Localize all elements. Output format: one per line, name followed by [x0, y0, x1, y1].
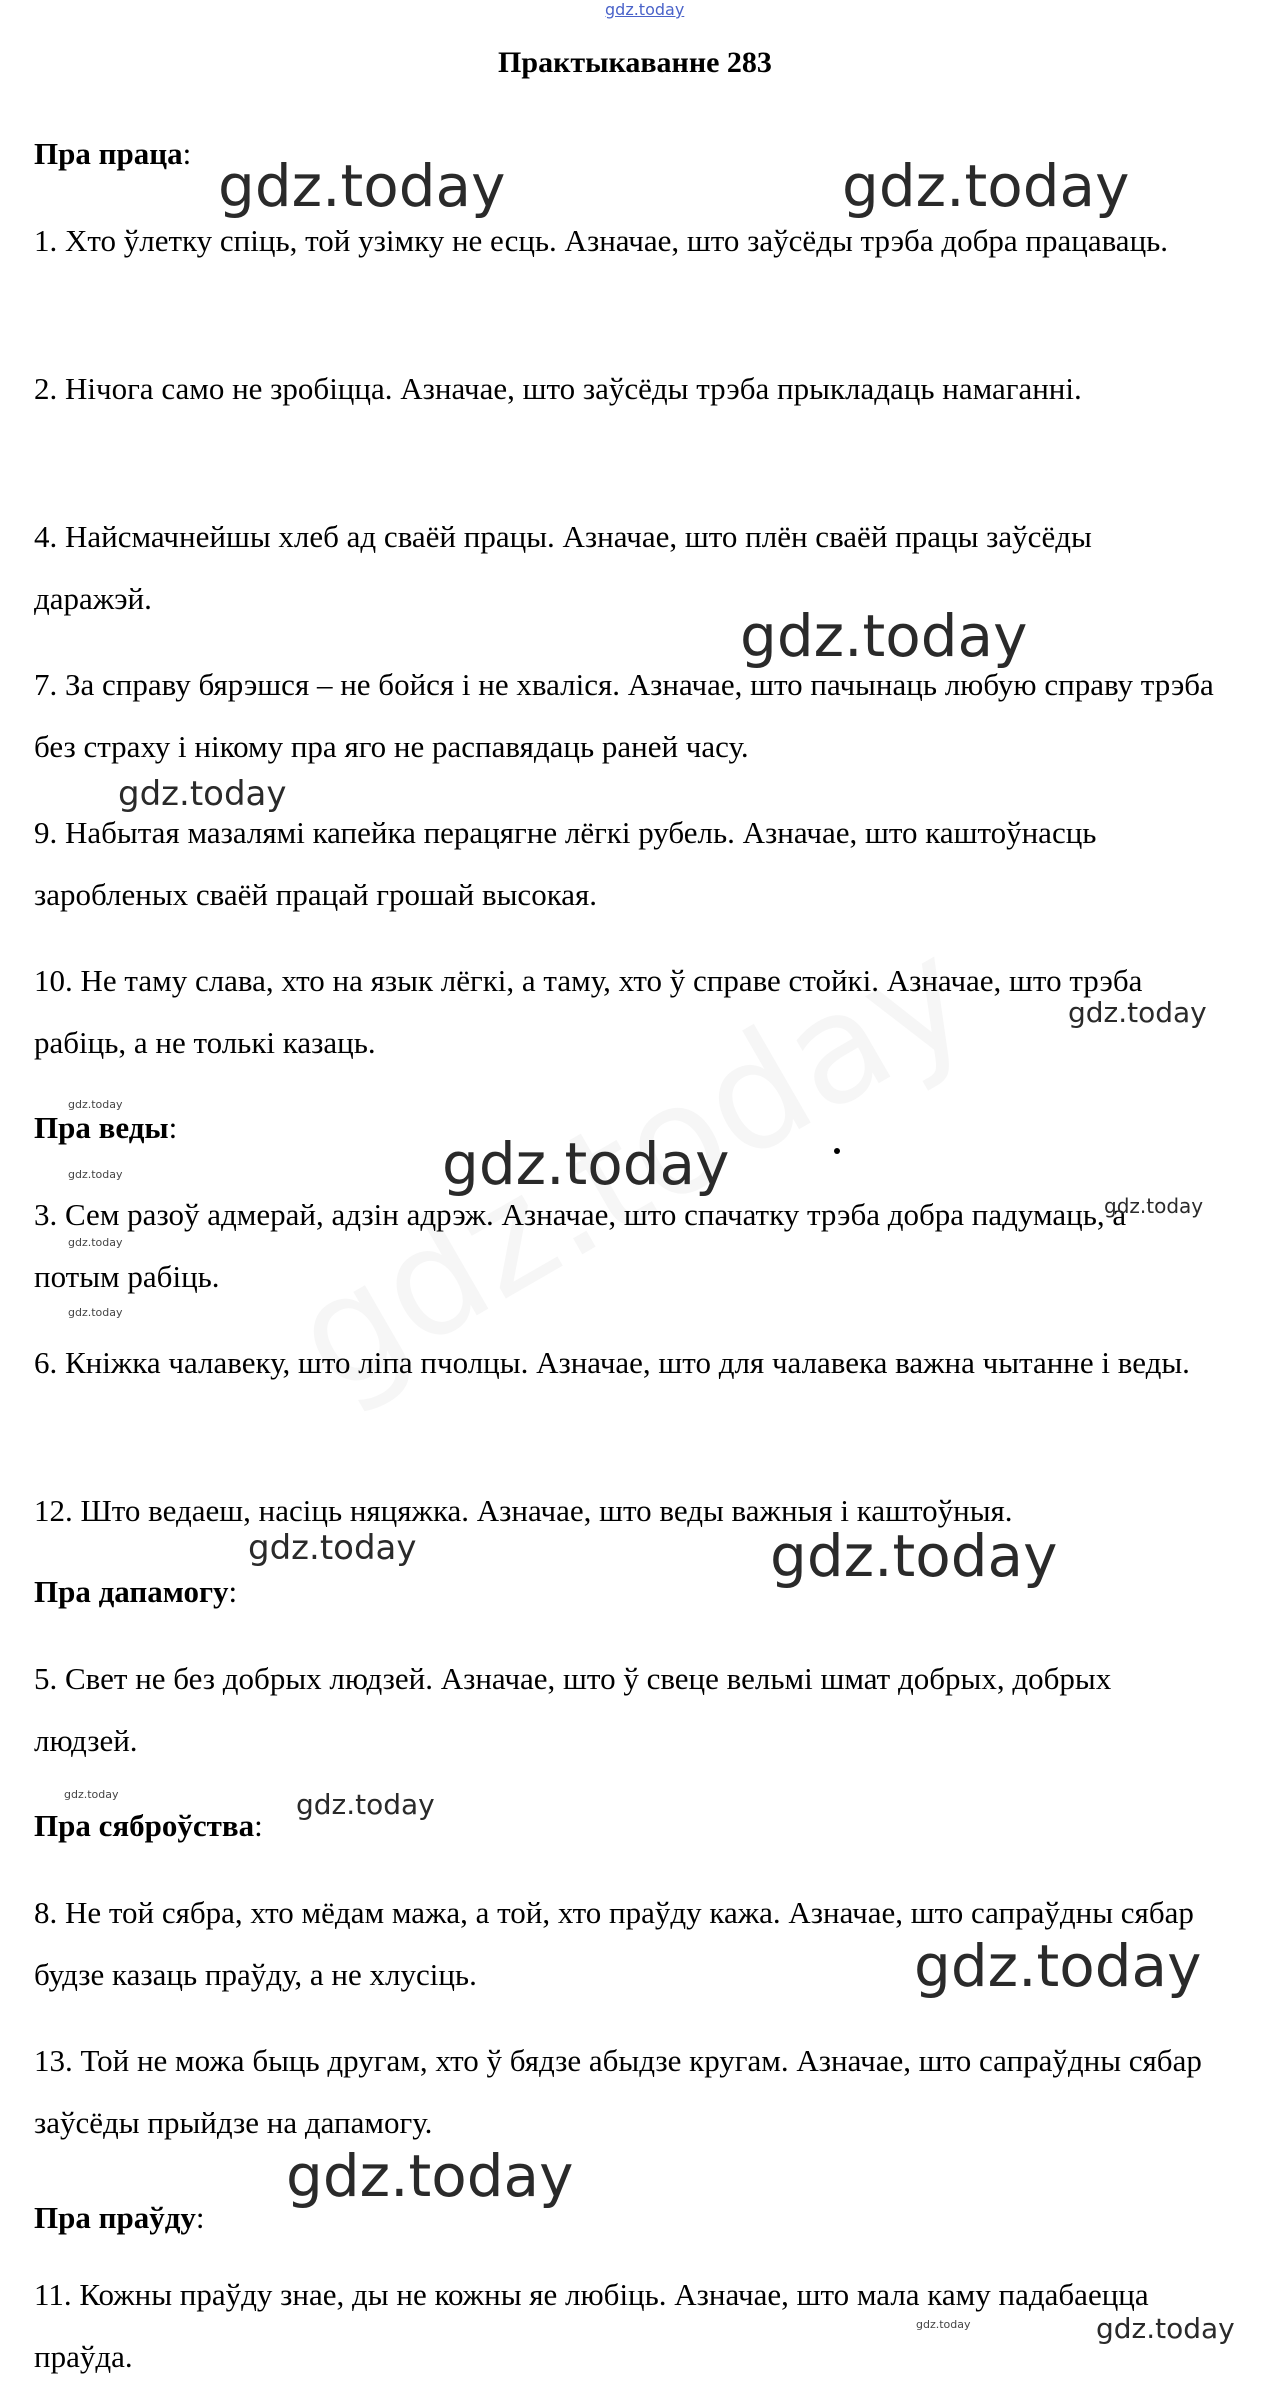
- watermark-link[interactable]: gdz.today: [605, 0, 685, 19]
- watermark-text: gdz.today: [296, 1788, 435, 1821]
- watermark-text: gdz.today: [916, 2318, 971, 2331]
- watermark-text: gdz.today: [68, 1306, 123, 1319]
- list-item: 9. Набытая мазалямі капейка перацягне лёгкі рубель. Азначае, што каштоўнасць заробленых сваёй працай грошай высокая.: [34, 815, 1097, 912]
- list-item: 13. Той не можа быць другам, хто ў бядзе абыдзе кругам. Азначае, што сапраўдны сябар заўсёды прыйдзе на дапамогу.: [34, 2043, 1202, 2140]
- watermark-text: gdz.today: [842, 152, 1130, 220]
- dot-mark: [834, 1148, 840, 1154]
- watermark-text: gdz.today: [1068, 996, 1207, 1029]
- page-title: Практыкаванне 283: [498, 46, 772, 79]
- watermark-text: gdz.today: [68, 1098, 123, 1111]
- section-heading-friendship: Пра сяброўства:: [34, 1808, 263, 1843]
- watermark-text: gdz.today: [118, 774, 287, 814]
- section-heading-truth: Пра праўду:: [34, 2200, 205, 2235]
- list-item: 12. Што ведаеш, насіць няцяжка. Азначае, што веды важныя і каштоўныя.: [34, 1493, 1013, 1528]
- watermark-text: gdz.today: [442, 1130, 730, 1198]
- list-item: 1. Хто ўлетку спіць, той узімку не есць. Азначае, што заўсёды трэба добра працаваць.: [34, 223, 1169, 258]
- watermark-text: gdz.today: [68, 1168, 123, 1181]
- section-heading-knowledge: Пра веды:: [34, 1110, 178, 1145]
- list-item: 5. Свет не без добрых людзей. Азначае, што ў свеце вельмі шмат добрых, добрых людзей.: [34, 1661, 1112, 1758]
- section-heading-help: Пра дапамогу:: [34, 1574, 238, 1609]
- watermark-text: gdz.today: [770, 1522, 1058, 1590]
- section-heading-labor: Пра праца:: [34, 136, 192, 171]
- list-item: 8. Не той сябра, хто мёдам мажа, а той, хто праўду кажа. Азначае, што сапраўдны сябар будзе казаць праўду, а не хлусіць.: [34, 1895, 1194, 1992]
- watermark-text: gdz.today: [248, 1528, 417, 1568]
- watermark-text: gdz.today: [218, 152, 506, 220]
- list-item: 6. Кніжка чалавеку, што ліпа пчолцы. Азначае, што для чалавека важна чытанне і веды.: [34, 1345, 1190, 1380]
- watermark-text: gdz.today: [914, 1932, 1202, 2000]
- list-item: 4. Найсмачнейшы хлеб ад сваёй працы. Азначае, што плён сваёй працы заўсёды даражэй.: [34, 519, 1092, 616]
- watermark-text: gdz.today: [1096, 2312, 1235, 2345]
- watermark-text: gdz.today: [740, 602, 1028, 670]
- list-item: 11. Кожны праўду знае, ды не кожны яе любіць. Азначае, што мала каму падабаецца праўда.: [34, 2277, 1149, 2374]
- list-item: 3. Сем разоў адмерай, адзін адрэж. Азначае, што спачатку трэба добра падумаць, а потым рабіць.: [34, 1197, 1127, 1294]
- watermark-text: gdz.today: [286, 2142, 574, 2210]
- list-item: 10. Не таму слава, хто на язык лёгкі, а таму, хто ў справе стойкі. Азначае, што трэба рабіць, а не толькі казаць.: [34, 963, 1143, 1060]
- watermark-text: gdz.today: [68, 1236, 123, 1249]
- watermark-text: gdz.today: [1104, 1194, 1204, 1218]
- watermark-text: gdz.today: [64, 1788, 119, 1801]
- list-item: 7. За справу бярэшся – не бойся і не хваліся. Азначае, што пачынаць любую справу трэба без страху і нікому пра яго не распавядаць раней часу.: [34, 667, 1214, 764]
- list-item: 2. Нічога само не зробіцца. Азначае, што заўсёды трэба прыкладаць намаганні.: [34, 371, 1082, 406]
